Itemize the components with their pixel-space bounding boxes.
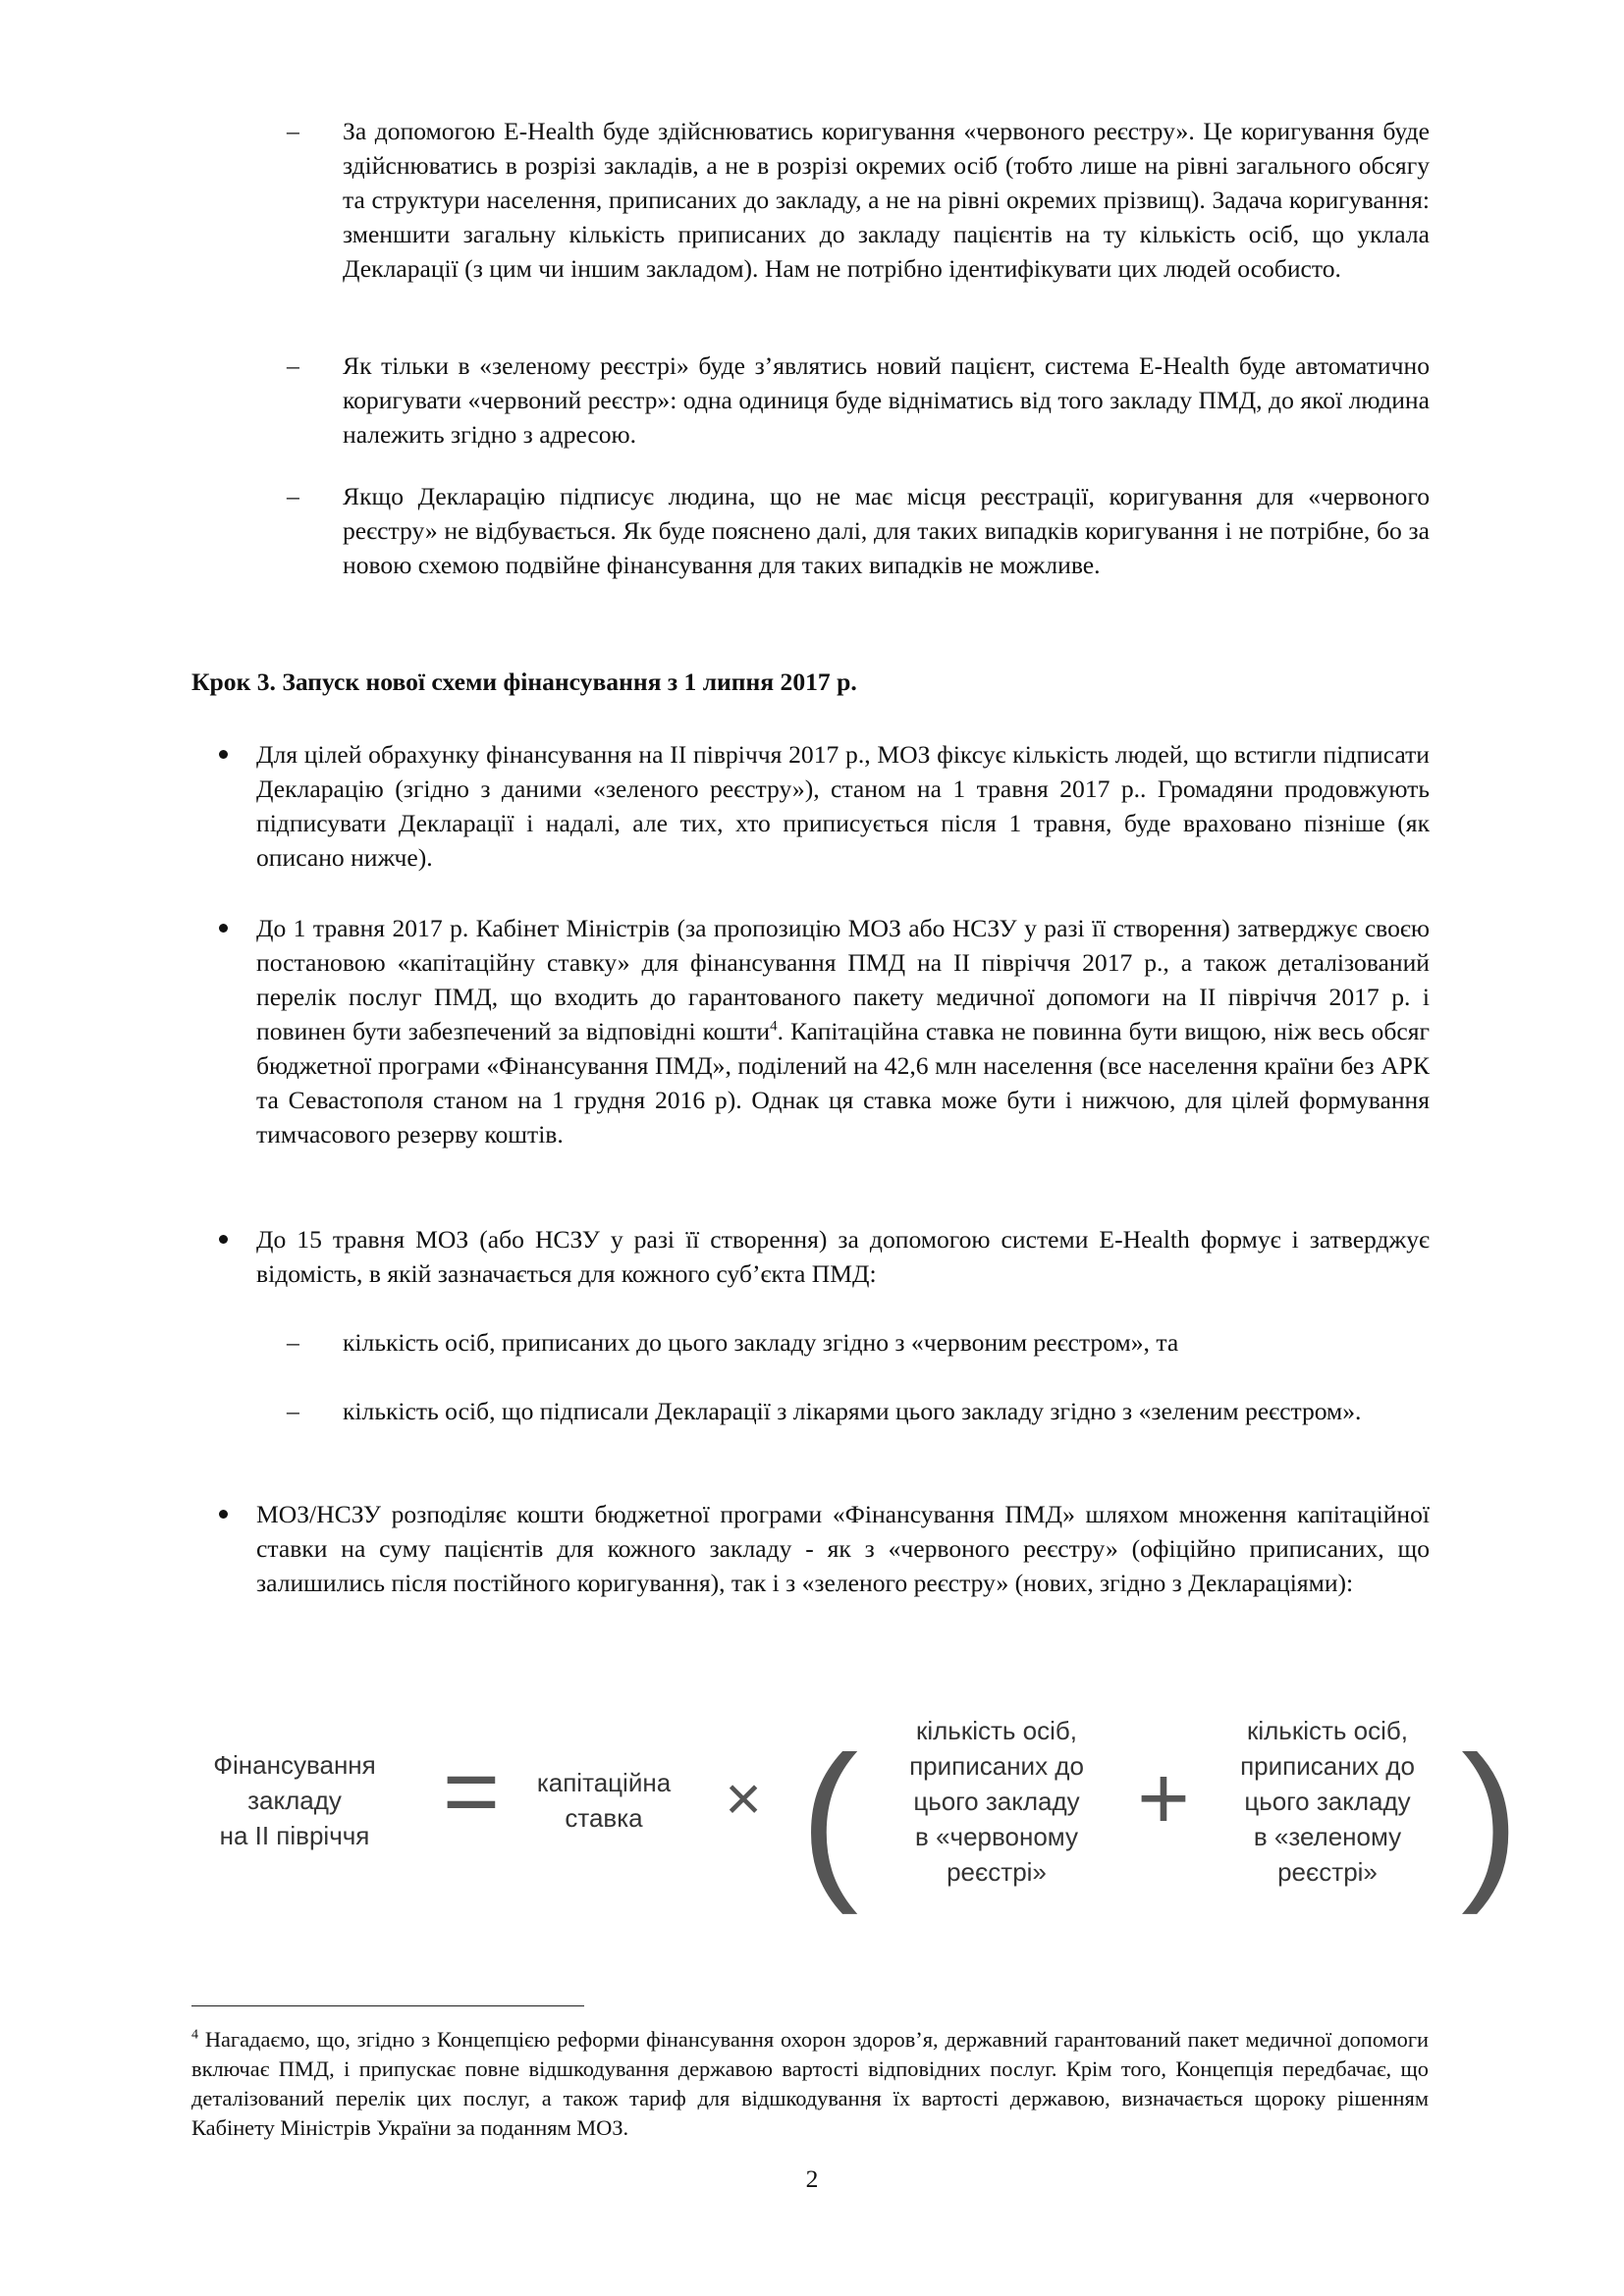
list-item xyxy=(287,479,1430,582)
footnote-separator xyxy=(191,2005,584,2006)
footnote-text: Нагадаємо, що, згідно з Концепцією реформи фінансування охорон здоров’я, державний гарантований пакет медичної допомоги включає ПМД, і припускає повне відшкодування державою вартості відповідних послуг. Крім того, Концепція передбачає, що деталізований перелік цих послуг, а також тариф для відшкодування їх вартості державою, визначається щороку рішенням Кабінету Міністрів України за поданням МОЗ. xyxy=(191,2027,1429,2140)
bullet-marker xyxy=(219,924,228,933)
formula-result-label: Фінансування закладу на ІІ півріччя xyxy=(213,1750,376,1850)
bullet-text-part: . Капітаційна ставка не повинна бути вищою, ніж весь обсяг бюджетної програми «Фінансування ПМД», поділений на 42,6 млн населення (все населення країни без АРК та Севастополя станом на 1 грудня 2016 р). Однак ця ставка може бути і нижчою, для цілей формування тимчасового резерву коштів. xyxy=(256,1017,1430,1148)
dash-marker: – xyxy=(287,351,299,380)
footnote-reference: 4 xyxy=(770,1018,778,1035)
list-item-text: За допомогою E-Health буде здійснюватись коригування «червоного реєстру». Це коригування буде здійснюватись в розрізі закладів, а не в розрізі окремих осіб (тобто лише на рівні загального обсягу та структури населення, приписаних до закладу, а не на рівні окремих прізвищ). Задача коригування: зменшити загальну кількість приписаних до закладу пацієнтів на ту кількість осіб, що уклала Декларації (з цим чи іншим закладом). Нам не потрібно ідентифікувати цих людей особисто. xyxy=(343,117,1430,283)
dash-marker: – xyxy=(287,1328,299,1357)
bullet-text-part: До 1 травня 2017 р. Кабінет Міністрів (за пропозицію МОЗ або НСЗУ у разі її створення) затверджує своєю постановою «капітаційну ставку» для фінансування ПМД на ІІ півріччя 2017 р., а також деталізований перелік послуг ПМД, що входить до гарантованого пакету медичної допомоги на ІІ півріччя 2017 р. і повинен бути забезпечений за відповідні кошти xyxy=(256,914,1430,1045)
bullet-marker xyxy=(219,750,228,759)
bullet-item xyxy=(256,737,1430,875)
bullet-marker xyxy=(219,1235,228,1244)
list-item xyxy=(287,348,1430,452)
bullet-marker xyxy=(219,1510,228,1519)
section-heading: Крок 3. Запуск нової схеми фінансування з 1 липня 2017 р. xyxy=(191,667,857,696)
footnote-number: 4 xyxy=(191,2027,198,2043)
open-parenthesis: ( xyxy=(800,1720,859,1915)
dash-marker: – xyxy=(287,1397,299,1425)
page-number: 2 xyxy=(805,2164,819,2193)
list-item-text: кількість осіб, що підписали Декларації з лікарями цього закладу згідно з «зеленим реєстром». xyxy=(343,1397,1362,1425)
bullet-item xyxy=(256,1497,1430,1600)
list-item-text: Якщо Декларацію підписує людина, що не має місця реєстрації, коригування для «червоного реєстру» не відбувається. Як буде пояснено далі, для таких випадків коригування і не потрібне, бо за новою схемою подвійне фінансування для таких випадків не можливе. xyxy=(343,482,1430,579)
bullet-text xyxy=(256,911,1430,1151)
list-item xyxy=(287,1325,1430,1360)
formula-red-registry-label: кількість осіб, приписаних до цього закладу в «червоному реєстрі» xyxy=(909,1716,1084,1887)
dash-marker: – xyxy=(287,482,299,510)
bullet-item xyxy=(256,1222,1430,1291)
bullet-item xyxy=(256,911,1430,1151)
formula-rate-label: капітаційна ставка xyxy=(536,1768,672,1833)
bullet-text: Для цілей обрахунку фінансування на ІІ півріччя 2017 р., МОЗ фіксує кількість людей, що встигли підписати Декларацію (згідно з даними «зеленого реєстру»), станом на 1 травня 2017 р.. Громадяни продовжують підписувати Декларації і надалі, але тих, хто приписується після 1 травня, буде враховано пізніше (як описано нижче). xyxy=(256,740,1430,872)
bullet-text: МОЗ/НСЗУ розподіляє кошти бюджетної програми «Фінансування ПМД» шляхом множення капітаційної ставки на суму пацієнтів для кожного закладу - як з «червоного реєстру» (офіційно приписаних, що залишились після постійного коригування), так і з «зеленого реєстру» (нових, згідно з Деклараціями): xyxy=(256,1500,1430,1597)
list-item xyxy=(287,114,1430,286)
bullet-text: До 15 травня МОЗ (або НСЗУ у разі її створення) за допомогою системи E-Health формує і затверджує відомість, в якій зазначається для кожного суб’єкта ПМД: xyxy=(256,1225,1430,1288)
list-item xyxy=(287,1394,1430,1428)
footnote xyxy=(191,2025,1429,2143)
plus-sign: + xyxy=(1137,1748,1190,1848)
close-parenthesis: ) xyxy=(1461,1720,1520,1915)
formula-green-registry-label: кількість осіб, приписаних до цього закладу в «зеленому реєстрі» xyxy=(1240,1716,1415,1887)
list-item-text: Як тільки в «зеленому реєстрі» буде з’являтись новий пацієнт, система E-Health буде автоматично коригувати «червоний реєстр»: одна одиниця буде відніматись від того закладу ПМД, до якої людина належить згідно з адресою. xyxy=(343,351,1430,449)
dash-marker: – xyxy=(287,117,299,145)
equals-sign: = xyxy=(442,1736,501,1846)
multiply-sign: × xyxy=(725,1763,762,1834)
list-item-text: кількість осіб, приписаних до цього закладу згідно з «червоним реєстром», та xyxy=(343,1328,1179,1357)
